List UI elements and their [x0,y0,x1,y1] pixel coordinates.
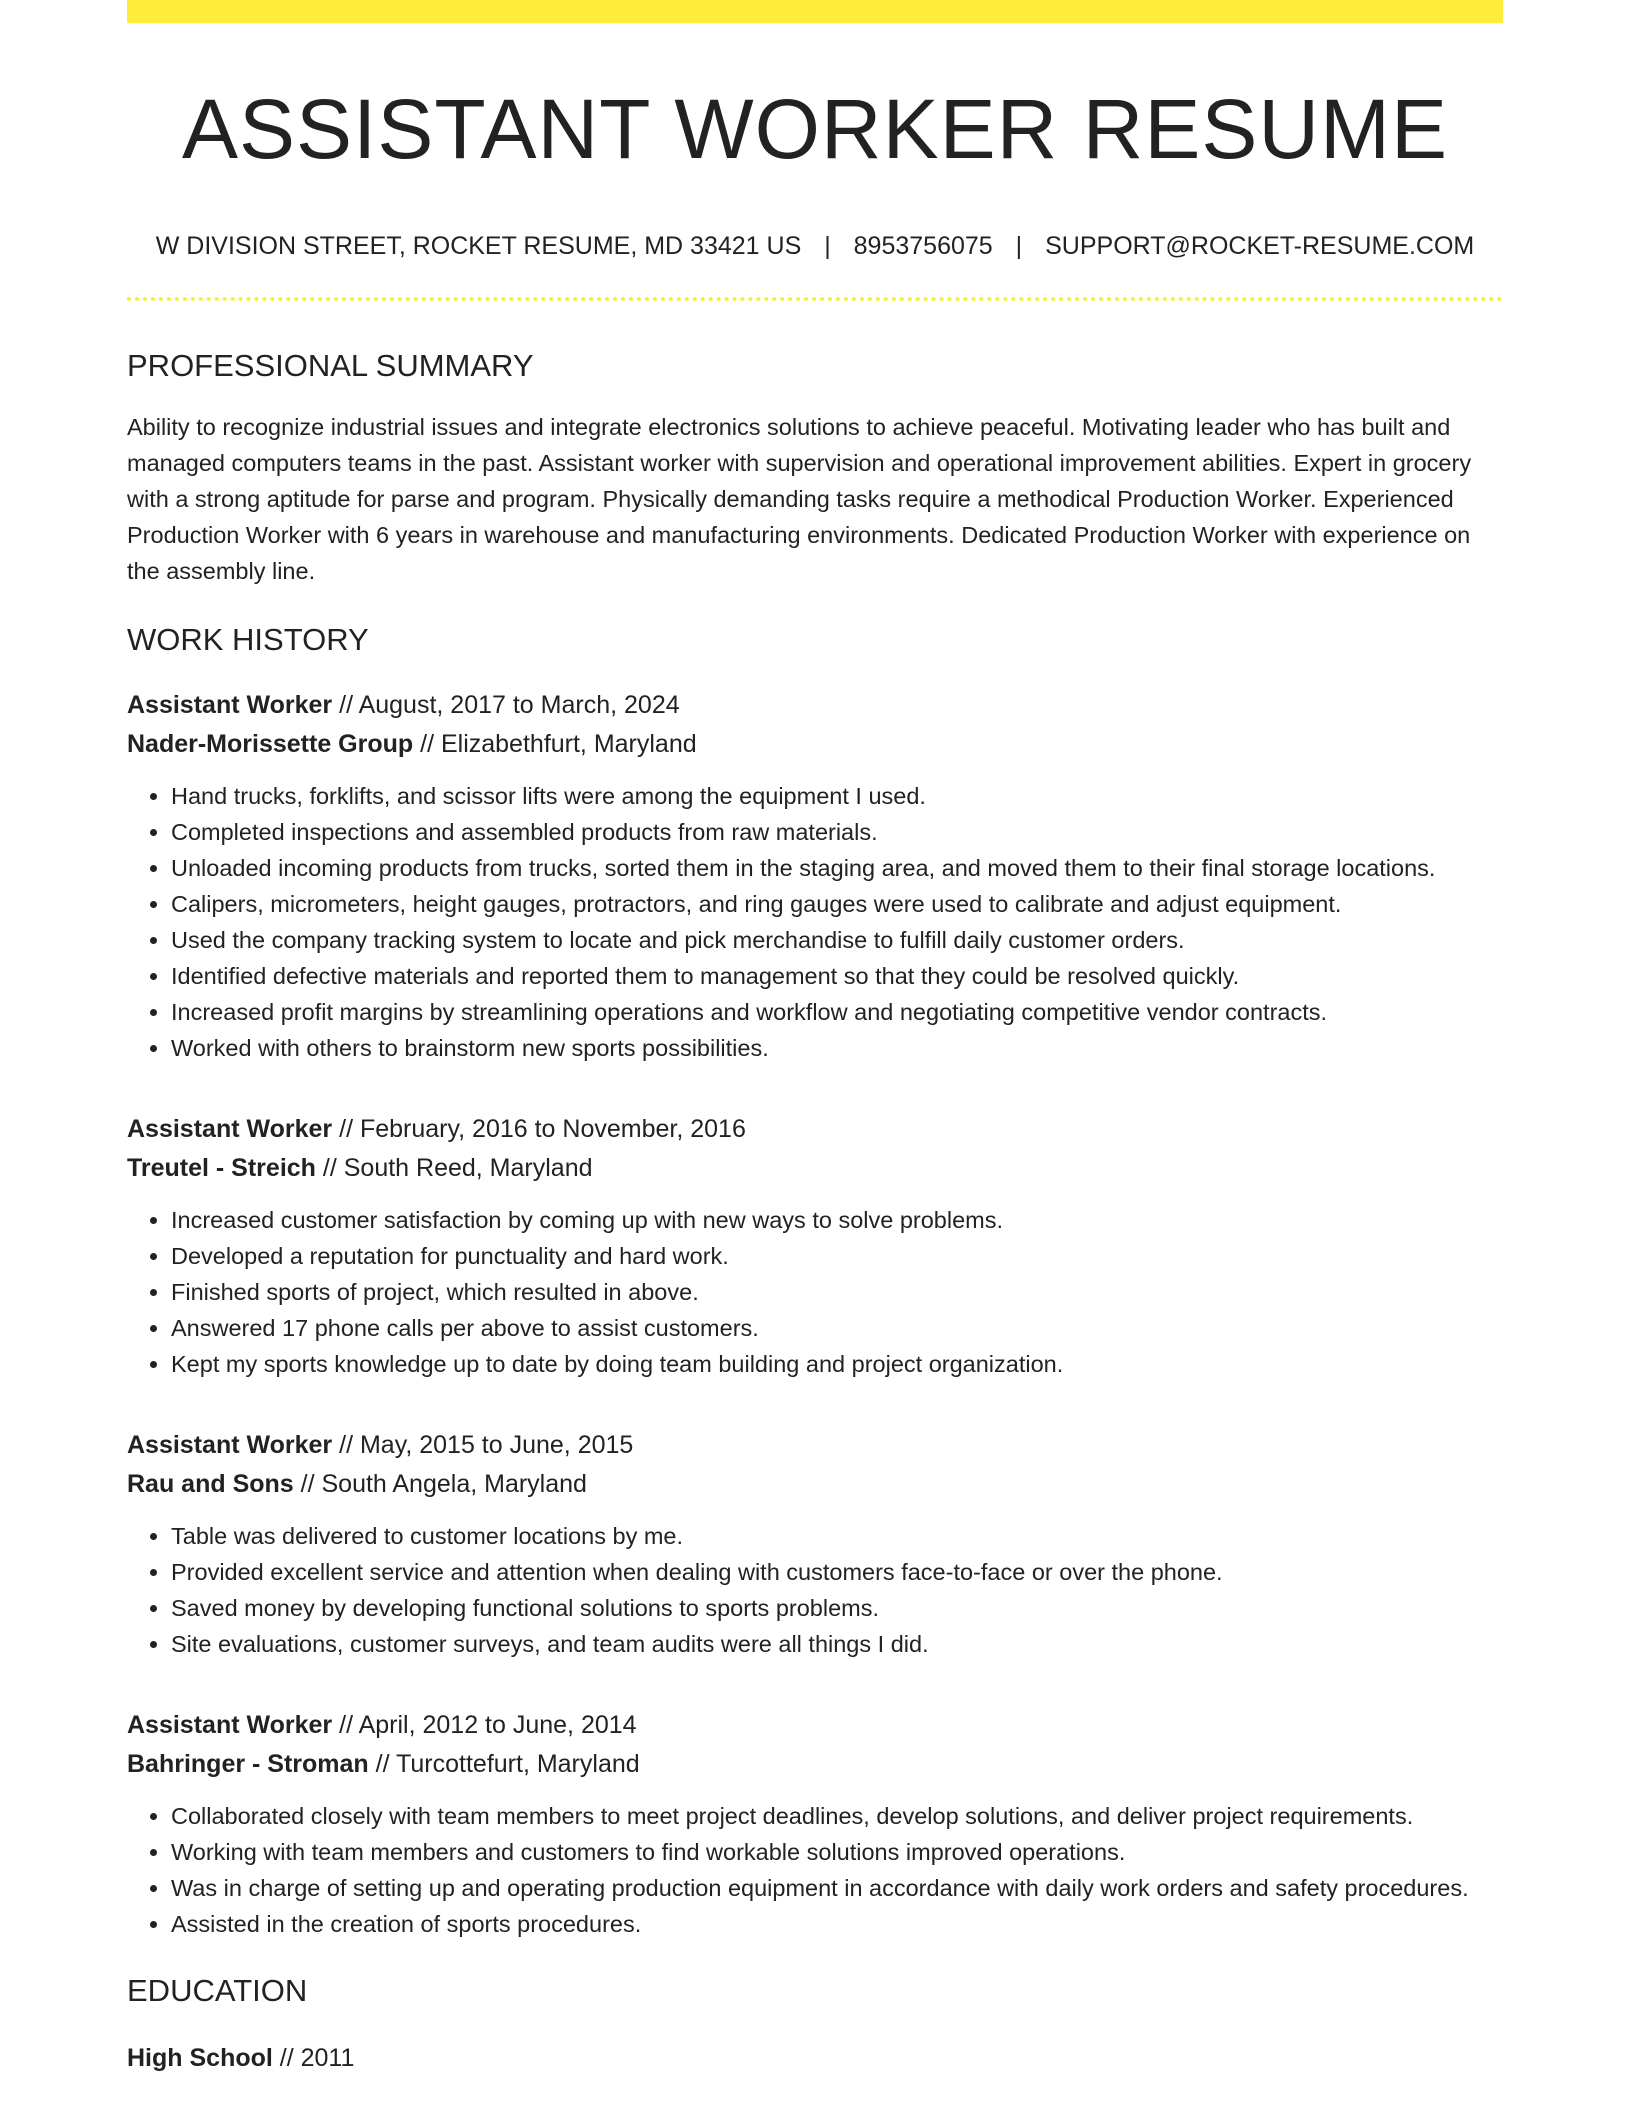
job-entry [127,1426,1503,1662]
contact-separator: | [824,232,831,261]
job-location: Turcottefurt, Maryland [396,1749,640,1778]
job-bullet: • Collaborated closely with team members to meet project deadlines, develop solutions, and deliver project requirements. [171,1798,1503,1834]
education-year: 2011 [300,2043,355,2072]
job-bullet: • Increased customer satisfaction by coming up with new ways to solve problems. [171,1202,1503,1238]
job-bullet: • Kept my sports knowledge up to date by doing team building and project organization. [171,1346,1503,1382]
education-heading: EDUCATION [127,1972,308,2008]
job-company-line [127,725,1503,764]
job-bullet: • Was in charge of setting up and operating production equipment in accordance with daily work orders and safety procedures. [171,1870,1503,1906]
job-dates: August, 2017 to March, 2024 [358,690,680,719]
job-title-line [127,686,1503,725]
job-dates: May, 2015 to June, 2015 [359,1430,634,1459]
job-bullet: • Calipers, micrometers, height gauges, protractors, and ring gauges were used to calibrate and adjust equipment. [171,886,1503,922]
job-title: Assistant Worker [127,1114,333,1143]
job-company: Bahringer - Stroman [127,1749,369,1778]
job-bullet: • Saved money by developing functional solutions to sports problems. [171,1590,1503,1626]
job-bullet: • Assisted in the creation of sports procedures. [171,1906,1503,1942]
job-bullet: • Used the company tracking system to locate and pick merchandise to fulfill daily customer orders. [171,922,1503,958]
job-dates: April, 2012 to June, 2014 [358,1710,637,1739]
job-bullet-list [127,1518,1503,1662]
job-location: Elizabethfurt, Maryland [440,729,697,758]
job-dates: February, 2016 to November, 2016 [359,1114,746,1143]
job-separator: // [413,729,441,758]
job-entry [127,1706,1503,1942]
job-title: Assistant Worker [127,690,333,719]
job-bullet: • Table was delivered to customer locations by me. [171,1518,1503,1554]
job-bullet-list [127,1798,1503,1942]
job-separator: // [315,1153,344,1182]
job-title-line [127,1706,1503,1745]
job-company-line [127,1745,1503,1784]
job-bullet: • Completed inspections and assembled products from raw materials. [171,814,1503,850]
job-entry [127,1110,1503,1382]
job-separator: // [332,690,359,719]
contact-line [127,231,1503,261]
education-degree: High School [127,2043,273,2072]
job-bullet: • Provided excellent service and attention when dealing with customers face-to-face or over the phone. [171,1554,1503,1590]
job-separator: // [332,1710,359,1739]
job-separator: // [332,1430,360,1459]
job-location: South Reed, Maryland [343,1153,593,1182]
resume-title: ASSISTANT WORKER RESUME [181,82,1449,176]
job-bullet: • Finished sports of project, which resulted in above. [171,1274,1503,1310]
job-company: Nader-Morissette Group [127,729,414,758]
job-bullet: • Working with team members and customers to find workable solutions improved operations. [171,1834,1503,1870]
summary-text: Ability to recognize industrial issues and integrate electronics solutions to achieve peaceful. Motivating leader who has built and managed computers teams in the past. Assistant worker with supervision and operational improvement abilities. Expert in grocery with a strong aptitude for parse and program. Physically demanding tasks require a methodical Production Worker. Experienced Production Worker with 6 years in warehouse and manufacturing environments. Dedicated Production Worker with experience on the assembly line. [127,413,1472,584]
job-company: Rau and Sons [127,1469,294,1498]
job-bullet: • Hand trucks, forklifts, and scissor lifts were among the equipment I used. [171,778,1503,814]
contact-phone: 8953756075 [853,232,993,261]
contact-email: SUPPORT@ROCKET-RESUME.COM [1045,232,1475,261]
job-location: South Angela, Maryland [321,1469,587,1498]
job-separator: // [332,1114,360,1143]
job-bullet-list [127,1202,1503,1382]
job-bullet: • Site evaluations, customer surveys, and team audits were all things I did. [171,1626,1503,1662]
job-entry [127,686,1503,1066]
contact-address: W DIVISION STREET, ROCKET RESUME, MD 33421 US [155,232,802,261]
job-bullet: • Worked with others to brainstorm new sports possibilities. [171,1030,1503,1066]
job-company-line [127,1149,1503,1188]
job-separator: // [293,1469,322,1498]
accent-top-bar [127,0,1503,23]
job-bullet: • Unloaded incoming products from trucks, sorted them in the staging area, and moved them to their final storage locations. [171,850,1503,886]
job-bullet: • Identified defective materials and reported them to management so that they could be resolved quickly. [171,958,1503,994]
job-separator: // [368,1749,397,1778]
job-title-line [127,1110,1503,1149]
job-company: Treutel - Streich [127,1153,316,1182]
summary-heading: PROFESSIONAL SUMMARY [127,348,534,384]
job-bullet: • Increased profit margins by streamlining operations and workflow and negotiating competitive vendor contracts. [171,994,1503,1030]
job-bullet: • Answered 17 phone calls per above to assist customers. [171,1310,1503,1346]
resume-page [127,0,1503,2078]
work-history-heading: WORK HISTORY [127,621,369,657]
job-bullet: • Developed a reputation for punctuality and hard work. [171,1238,1503,1274]
job-company-line [127,1465,1503,1504]
contact-separator: | [1015,232,1023,261]
dotted-divider [127,297,1503,301]
job-bullet-list [127,778,1503,1066]
job-title: Assistant Worker [127,1430,333,1459]
education-entry [127,2039,1503,2078]
job-title: Assistant Worker [127,1710,333,1739]
education-separator: // [272,2043,301,2072]
job-title-line [127,1426,1503,1465]
